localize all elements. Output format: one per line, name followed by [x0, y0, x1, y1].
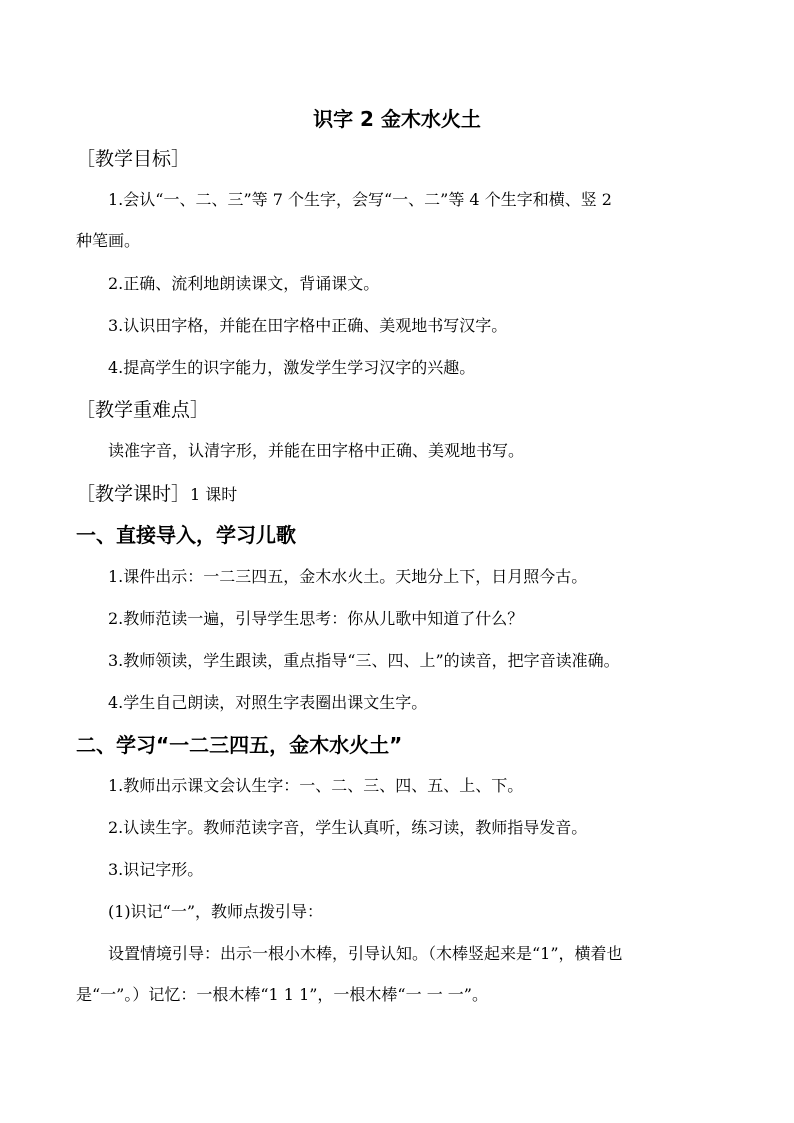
- part2-item-4: (1)识记“一”，教师点拨引导：: [108, 902, 324, 921]
- part2-item-2: 2.认读生字。教师范读字音，学生认真听，练习读，教师指导发音。: [108, 818, 588, 837]
- part2-item-5: 设置情境引导：出示一根小木棒，引导认知。（木棒竖起来是“1”，横着也: [108, 944, 623, 963]
- part1-heading: 一、直接导入，学习儿歌: [76, 523, 296, 547]
- part2-heading: 二、学习“一二三四五，金木水火土”: [76, 733, 403, 757]
- objective-line-4: 4.提高学生的识字能力，激发学生学习汉字的兴趣。: [108, 358, 476, 377]
- lesson-title: 识字 2 金木水火土: [313, 107, 481, 131]
- key-points-text: 读准字音，认清字形，并能在田字格中正确、美观地书写。: [108, 441, 525, 460]
- objective-line-3: 3.认识田字格，并能在田字格中正确、美观地书写汉字。: [108, 316, 508, 335]
- part1-item-3: 3.教师领读，学生跟读，重点指导“三、四、上”的读音，把字音读准确。: [108, 651, 620, 670]
- hours-value: 1 课时: [190, 485, 238, 504]
- part2-item-3: 3.识记字形。: [108, 860, 204, 879]
- part1-item-1: 1.课件出示：一二三四五，金木水火土。天地分上下，日月照今古。: [108, 567, 588, 586]
- part1-item-2: 2.教师范读一遍，引导学生思考：你从儿歌中知道了什么？: [108, 609, 524, 628]
- part2-item-5-cont: 是“一”。）记忆：一根木棒“1 1 1”，一根木棒“一 一 一”。: [76, 985, 488, 1004]
- key-points-heading: ［教学重难点］: [76, 399, 210, 421]
- objectives-heading: ［教学目标］: [76, 148, 191, 170]
- objective-line-1-cont: 种笔画。: [76, 231, 141, 250]
- objective-line-1: 1.会认“一、二、三”等 7 个生字，会写“一、二”等 4 个生字和横、竖 2: [108, 190, 612, 209]
- part2-item-1: 1.教师出示课文会认生字：一、二、三、四、五、上、下。: [108, 776, 524, 795]
- hours-heading: ［教学课时］: [76, 483, 191, 505]
- objective-line-2: 2.正确、流利地朗读课文，背诵课文。: [108, 274, 380, 293]
- hours-heading-row: [76, 480, 237, 509]
- part1-item-4: 4.学生自己朗读，对照生字表圈出课文生字。: [108, 693, 428, 712]
